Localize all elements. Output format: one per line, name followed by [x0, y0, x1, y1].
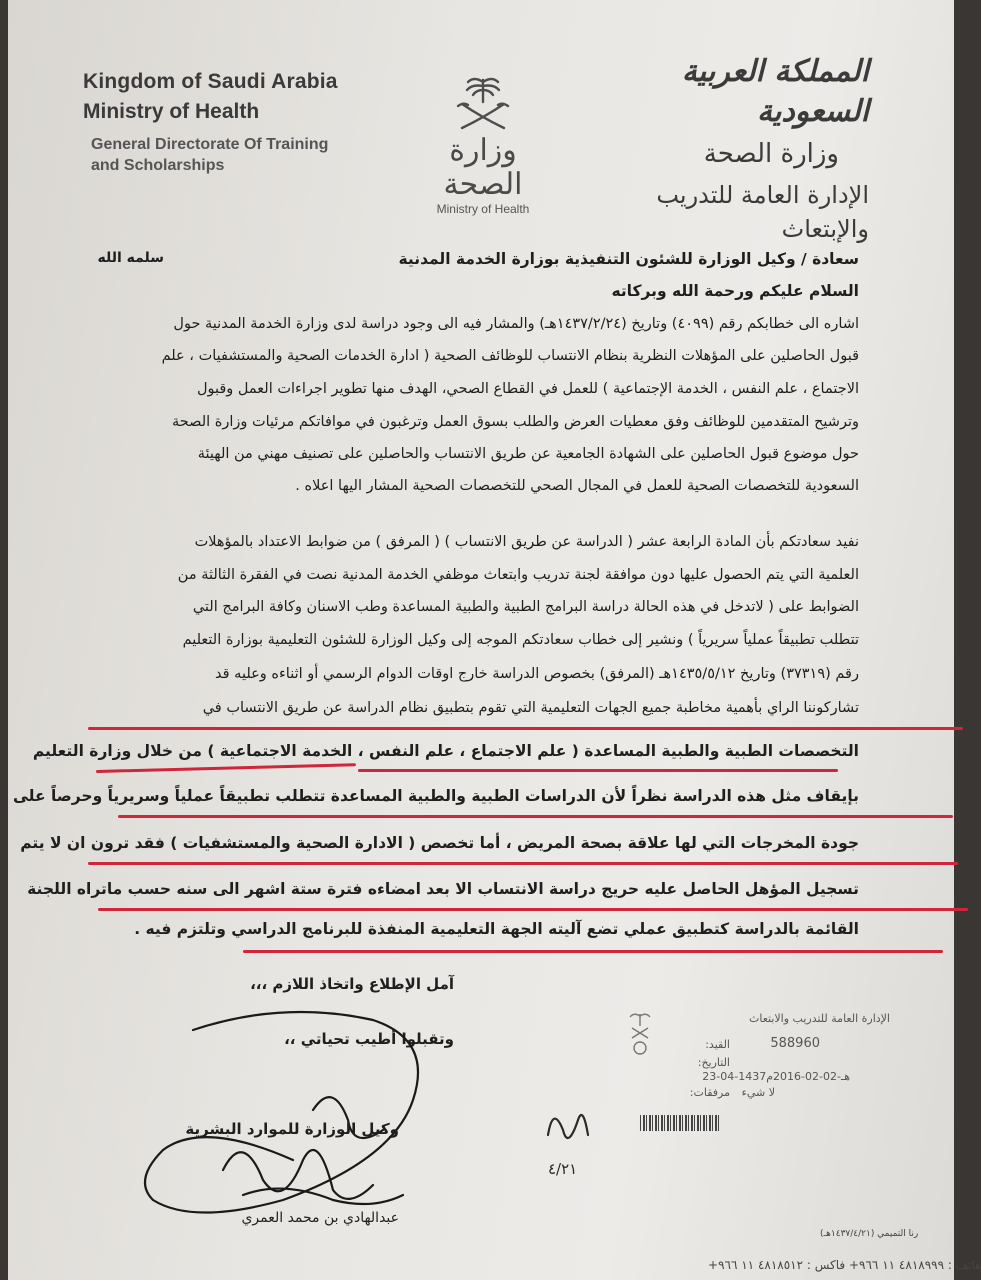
- paragraph-line: تتطلب تطبيقاً عملياً سريرياً ) ونشير إلى خطاب سعادتكم الموجه إلى وكيل الوزارة للشئون التعليمية بوزارة التعليم: [182, 632, 859, 648]
- paragraph-line: اشاره الى خطابكم رقم (٤٠٩٩) وتاريخ (١٤٣٧/٢/٢٤هـ) والمشار فيه الى وجود دراسة لدى وزارة الخدمة المدنية حول: [173, 316, 859, 332]
- logo-text-ar: وزارة الصحة: [443, 133, 523, 202]
- stamp-ref-number: 588960: [770, 1036, 820, 1051]
- registration-stamp: [620, 1010, 910, 1099]
- paragraph-line: حول موضوع قبول الحاصلين على الشهادة الجامعية عن طريق الانتساب والحاصلين على تصنيف مهني من الهيئة: [197, 446, 859, 462]
- logo-text-en: Ministry of Health: [436, 202, 530, 216]
- letter-page: [8, 0, 981, 1280]
- addressee-greeting: سلمه الله: [97, 250, 164, 266]
- palm-swords-emblem-icon: [448, 72, 518, 134]
- paragraph-line: الاجتماع ، علم النفس ، الخدمة الإجتماعية ) للعمل في القطاع الصحي، الهدف منها تطوير اجراءات العمل وقبول: [196, 381, 859, 397]
- paragraph-line: السعودية للتخصصات الصحية للعمل في المجال الصحي للتخصصات الصحية المشار اليها اعلاه .: [295, 478, 859, 494]
- paragraph-line: قبول الحاصلين على المؤهلات النظرية بنظام الانتساب للوظائف الصحية ( ادارة الخدمات الصحية والمستشفيات ، علم: [161, 348, 859, 364]
- directorate-name-ar: الإدارة العامة للتدريب والإبتعاث: [656, 181, 869, 243]
- paragraph-line: بإيقاف مثل هذه الدراسة نظراً لأن الدراسات الطبية والطبية المساعدة تتطلب تطبيقاً عملياً وسريرياً وحرصاً على: [12, 787, 859, 805]
- footer-note: رنا التميمي (١٤٣٧/٤/٢١هـ): [820, 1229, 919, 1239]
- stamp-attachments-value: لا شيء: [741, 1086, 775, 1099]
- barcode: [640, 1115, 720, 1131]
- paragraph-line: العلمية التي يتم الحصول عليها دون موافقة لجنة تدريب وابتعاث موظفي الخدمة المدنية نصت في الفقرة الثالثة من: [177, 567, 859, 583]
- paragraph-line: رقم (٣٧٣١٩) وتاريخ ١٤٣٥/٥/١٢هـ (المرفق) بخصوص الدراسة خارج اوقات الدوام الرسمي أو اثناءه وعليه قد: [215, 666, 859, 682]
- paragraph-line: تسجيل المؤهل الحاصل عليه حريج دراسة الانتساب الا بعد امضاءه فترة ستة اشهر الى سنه حسب ماتراه اللجنة: [27, 880, 859, 898]
- stamp-date-value: 23-04-1437هـ-02-02-2016م: [702, 1070, 850, 1083]
- highlight-underline: [88, 862, 958, 865]
- addressee: سعادة / وكيل الوزارة للشئون التنفيذية بوزارة الخدمة المدنية: [398, 250, 859, 268]
- closing-line: آمل الإطلاع واتخاذ اللازم ،،،: [250, 975, 454, 993]
- ministry-logo: [413, 72, 553, 216]
- footer-contact: هاتف : ٤٨١٨٩٩٩ ١١ ٩٦٦+ فاكس : ٤٨١٨٥١٢ ١١ ٩٦٦+: [708, 1258, 981, 1272]
- salutation: السلام عليكم ورحمة الله وبركاته: [611, 282, 859, 300]
- signatory-title: وكيل الوزارة للموارد البشرية: [185, 1120, 399, 1138]
- regards-line: وتقبلوا أطيب تحياتي ،،: [284, 1030, 454, 1048]
- handwritten-date: ٤/٢١: [548, 1160, 578, 1178]
- stamp-office: الإدارة العامة للتدريب والابتعاث: [748, 1012, 890, 1025]
- letterhead-arabic: [569, 52, 869, 246]
- paragraph-line: تشاركوننا الراي بأهمية مخاطبة جميع الجهات التعليمية التي تقوم بتطبيق نظام الدراسة عن طريق الانتساب في: [202, 700, 859, 716]
- stamp-date-label: التاريخ:: [697, 1056, 730, 1069]
- stamp-ref-label: القيد:: [705, 1038, 730, 1051]
- highlight-underline: [98, 908, 968, 911]
- country-name-ar: المملكة العربية السعودية: [681, 54, 869, 129]
- highlight-underline: [118, 815, 953, 818]
- ministry-name-en: Ministry of Health: [83, 100, 260, 123]
- highlight-underline: [243, 950, 943, 953]
- paragraph-line: الضوابط على ( لاتدخل في هذه الحالة دراسة البرامج الطبية والطبية المساعدة وطب الاسنان وكافة البرامج التي: [192, 599, 859, 615]
- highlight-underline: [358, 769, 838, 772]
- directorate-line-2: and Scholarships: [91, 157, 225, 174]
- paragraph-line: التخصصات الطبية والطبية المساعدة ( علم الاجتماع ، علم النفس ، الخدمة الاجتماعية ) من خلال وزارة التعليم: [32, 742, 859, 760]
- letterhead-english: [83, 70, 383, 176]
- directorate-line-1: General Directorate Of Training: [91, 136, 329, 153]
- paragraph-line: نفيد سعادتكم بأن المادة الرابعة عشر ( الدراسة عن طريق الانتساب ) ( المرفق ) من ضوابط الاعتداد بالمؤهلات: [194, 534, 859, 550]
- ministry-name-ar: وزارة الصحة: [703, 139, 839, 169]
- directorate-name-en: [83, 134, 383, 176]
- signatory-name: عبدالهادي بن محمد العمري: [241, 1210, 399, 1226]
- paragraph-line: القائمة بالدراسة كتطبيق عملي تضع آليته الجهة التعليمية المنفذة للبرنامج الدراسي وتلتزم فيه .: [134, 920, 859, 938]
- stamp-attachments-label: مرفقات:: [689, 1086, 730, 1099]
- highlight-underline: [88, 727, 963, 730]
- paragraph-line: جودة المخرجات التي لها علاقة بصحة المريض ، أما تخصص ( الادارة الصحية والمستشفيات ) فقد ترون ان لا يتم: [20, 834, 859, 852]
- highlight-underline: [96, 763, 356, 773]
- country-name-en: Kingdom of Saudi Arabia: [83, 70, 338, 93]
- stamp-emblem-icon: [620, 1010, 660, 1058]
- paragraph-line: وترشيح المتقدمين للوظائف وفق معطيات العرض والطلب بسوق العمل وترغبون في موافاتكم مرئيات وزارة الصحة: [171, 414, 859, 430]
